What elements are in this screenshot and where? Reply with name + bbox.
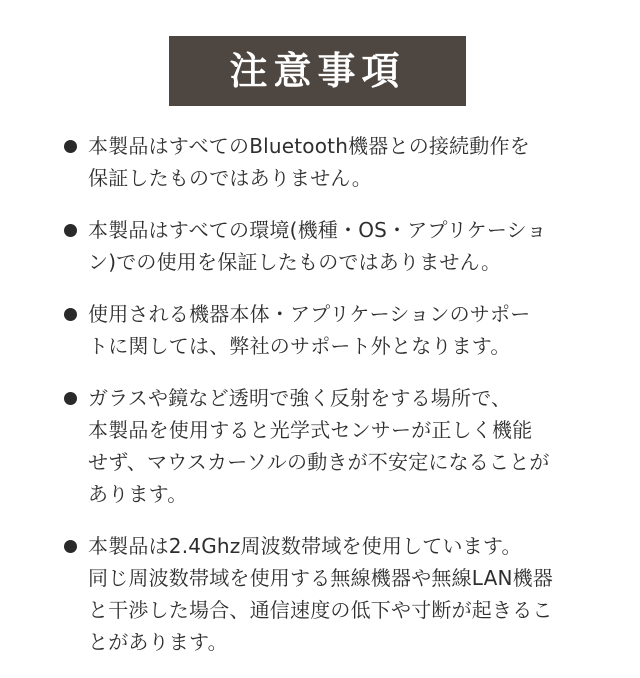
note-text-line: せず、マウスカーソルの動きが不安定になることが — [88, 450, 550, 474]
note-text-line: 保証したものではありません。 — [88, 166, 372, 190]
note-text-line: あります。 — [88, 482, 188, 506]
note-item — [60, 298, 590, 362]
note-item — [60, 130, 590, 194]
note-text-line: とがあります。 — [88, 630, 228, 654]
note-text-line: 使用される機器本体・アプリケーションのサポー — [88, 302, 531, 326]
note-text-line: 同じ周波数帯域を使用する無線機器や無線LAN機器 — [88, 566, 554, 590]
page-title: 注意事項 — [229, 49, 406, 93]
bullet-icon — [64, 140, 77, 153]
notes-list — [60, 130, 590, 678]
note-item — [60, 214, 590, 278]
note-text-line: 本製品はすべてのBluetooth機器との接続動作を — [88, 134, 530, 158]
note-text-line: 本製品は2.4Ghz周波数帯域を使用しています。 — [88, 534, 522, 558]
bullet-icon — [64, 540, 77, 553]
bullet-icon — [64, 392, 77, 405]
note-item — [60, 382, 590, 510]
title-banner — [169, 36, 466, 106]
note-text-line: 本製品はすべての環境(機種・OS・アプリケーショ — [88, 218, 547, 242]
note-text-line: と干渉した場合、通信速度の低下や寸断が起きるこ — [88, 598, 553, 622]
note-text-line: トに関しては、弊社のサポート外となります。 — [88, 334, 511, 358]
note-text-line: 本製品を使用すると光学式センサーが正しく機能 — [88, 418, 533, 442]
note-text-line: ガラスや鏡など透明で強く反射をする場所で、 — [88, 386, 512, 410]
bullet-icon — [64, 308, 77, 321]
note-item — [60, 530, 590, 658]
bullet-icon — [64, 224, 77, 237]
note-text-line: ン)での使用を保証したものではありません。 — [88, 250, 502, 274]
